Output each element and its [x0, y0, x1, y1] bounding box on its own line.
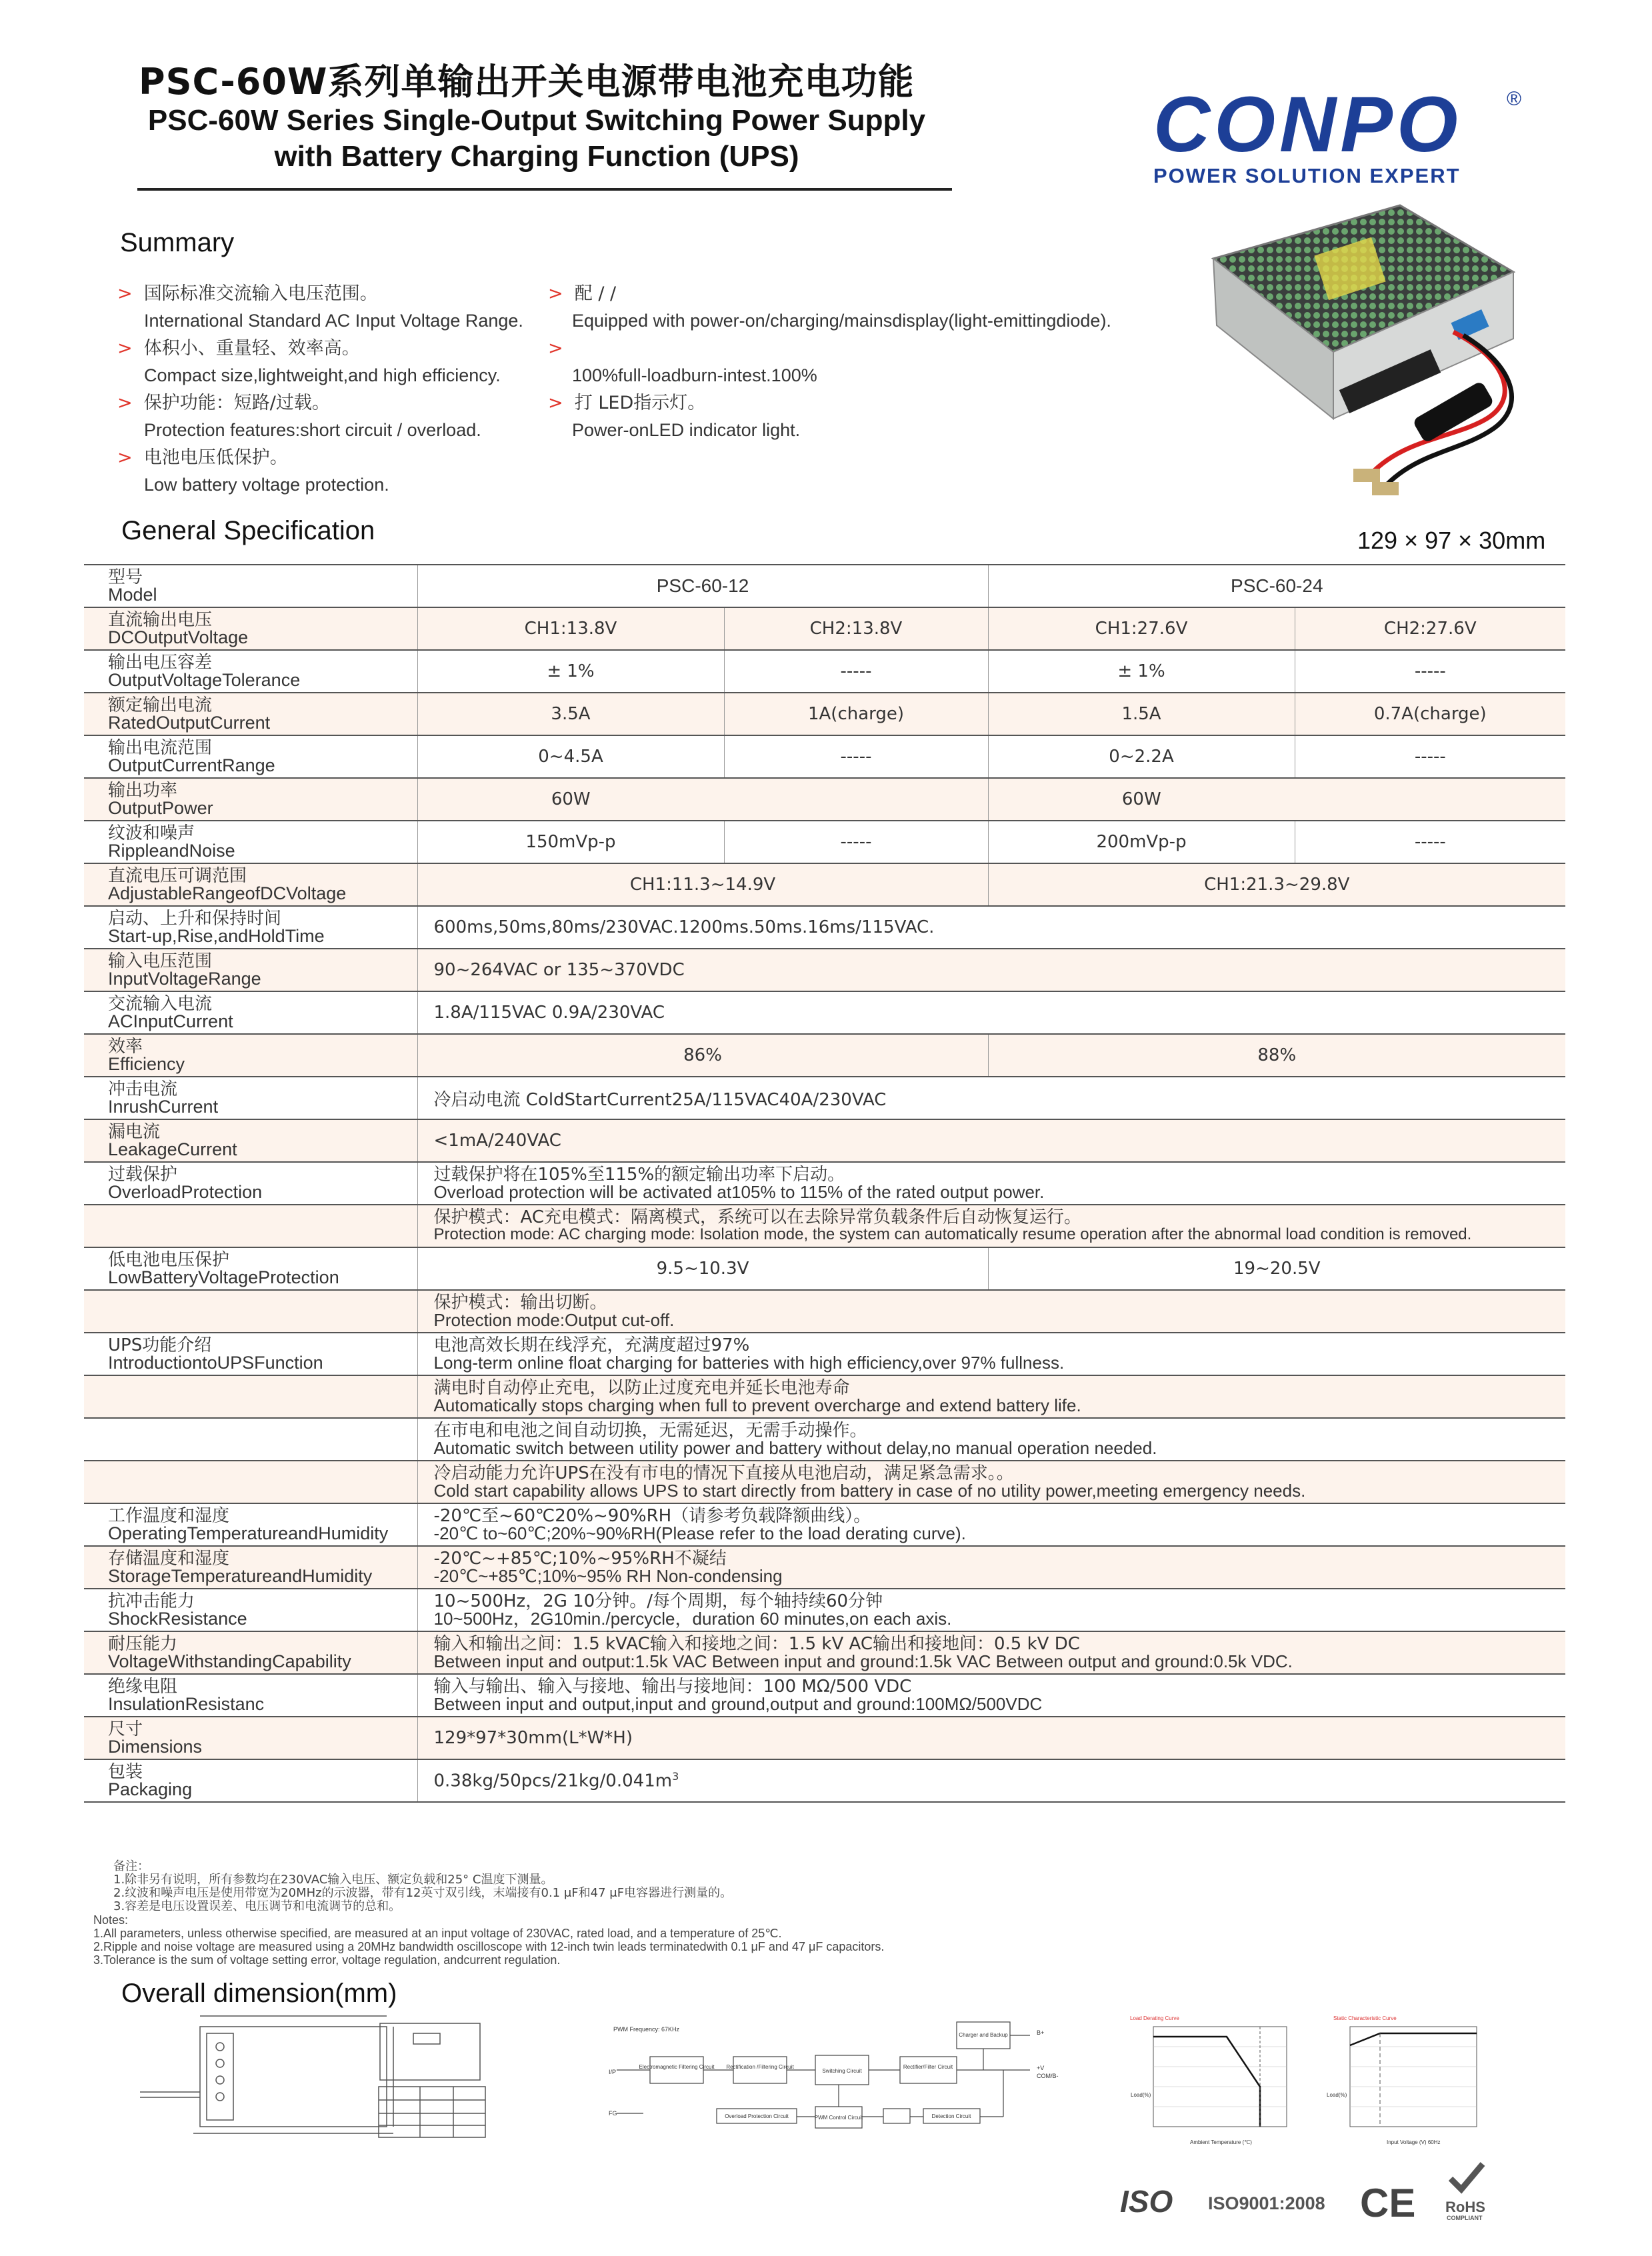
- derating-line: [1153, 2037, 1260, 2127]
- table-row: 在市电和电池之间自动切换，无需延迟，无需手动操作。 Automatic switch between utility power and battery without delay,no manual operation needed.: [84, 1418, 1565, 1461]
- svg-text:I/P: I/P: [609, 2069, 617, 2075]
- iso-standard: ISO9001:2008: [1208, 2193, 1325, 2213]
- table-row: 存储温度和湿度 StorageTemperatureandHumidity -20℃~+85℃;10%~95%RH不凝结 -20℃~+85℃;10%~95% RH Non-condensing: [84, 1546, 1565, 1589]
- derating-curve-title: Load Derating Curve: [1130, 2015, 1179, 2021]
- table-row: 额定输出电流 RatedOutputCurrent 3.5A 1A(charge) 1.5A 0.7A(charge): [84, 693, 1565, 735]
- list-item: Low battery voltage protection.: [144, 475, 389, 495]
- svg-text:Rectification /Filtering Circu: Rectification /Filtering Circuit: [726, 2064, 794, 2070]
- table-row: 冷启动能力允许UPS在没有市电的情况下直接从电池启动，满足紧急需求。。 Cold start capability allows UPS to start directly from battery in case of no utility power,meeting emergency needs.: [84, 1461, 1565, 1503]
- static-curve-title: Static Characteristic Curve: [1333, 2015, 1397, 2021]
- table-row: 耐压能力 VoltageWithstandingCapability 输入和输出之间：1.5 kVAC输入和接地之间：1.5 kV AC输出和接地间：0.5 kV DC Between input and output:1.5k VAC Between input and ground:1.5k VAC Between output and ground:0.5k VDC.: [84, 1631, 1565, 1674]
- table-row: 输入电压范围 InputVoltageRange 90~264VAC or 135~370VDC: [84, 949, 1565, 991]
- table-row: 低电池电压保护 LowBatteryVoltageProtection 9.5~10.3V 19~20.5V: [84, 1247, 1565, 1290]
- iso-logo: ISO: [1120, 2184, 1173, 2219]
- spec-heading: General Specification: [121, 516, 375, 545]
- table-row: 冲击电流 InrushCurrent 冷启动电流 ColdStartCurrent25A/115VAC40A/230VAC: [84, 1077, 1565, 1119]
- list-item: Power-onLED indicator light.: [572, 420, 801, 440]
- list-item: >: [548, 338, 563, 359]
- svg-text:Switching Circuit: Switching Circuit: [822, 2068, 862, 2074]
- conpo-logo: [1153, 81, 1527, 187]
- table-row: 输出功率 OutputPower 60W 60W: [84, 778, 1565, 821]
- logo-wordmark: CONPO: [1153, 81, 1462, 169]
- notes-block: 备注： 1.除非另有说明，所有参数均在230VAC输入电压、额定负载和25° C温度下测量。 2.纹波和噪声电压是使用带宽为20MHz的示波器，带有12英寸双引线，末端接有0.1 μF和47 μF电容器进行测量的。 3.容差是电压设置误差、电压调节和电流调节的总和。 Notes: 1.All parameters, unless otherwise specified, are measured at an input voltage of 230VAC, rated load, and a temperature of 25℃. 2.Ripple and noise voltage are measured using a 20MHz bandwidth oscilloscope with 12-inch twin leads terminatedwith 0.1 μF and 47 μF capacitors. 3.Tolerance is the sum of voltage setting error, voltage regulation, andcurrent regulation.: [93, 1859, 885, 1967]
- svg-text:Input Voltage (V) 60Hz: Input Voltage (V) 60Hz: [1387, 2139, 1441, 2145]
- rectification-block: [733, 2057, 787, 2083]
- title-english-line2: with Battery Charging Function (UPS): [274, 140, 799, 173]
- svg-text:COM/B-: COM/B-: [1037, 2073, 1059, 2079]
- table-row: 输出电流范围 OutputCurrentRange 0~4.5A ----- 0~2.2A -----: [84, 735, 1565, 778]
- svg-text:FG: FG: [609, 2110, 617, 2117]
- table-row: 过载保护 OverloadProtection 过载保护将在105%至115%的额定输出功率下启动。 Overload protection will be activated at105% to 115% of the rated output power.: [84, 1162, 1565, 1205]
- list-item: > 配 / /: [548, 283, 617, 304]
- list-item: Compact size,lightweight,and high efficiency.: [144, 365, 501, 385]
- rohs-mark: RoHS: [1445, 2199, 1485, 2215]
- table-row: 包装 Packaging $0.38kg/50pcs/21kg/0.041m^3$: [84, 1759, 1565, 1802]
- list-item: Equipped with power-on/charging/mainsdisplay(light-emittingdiode).: [572, 311, 1111, 331]
- table-row: 直流电压可调范围 AdjustableRangeofDCVoltage CH1:11.3~14.9V CH1:21.3~29.8V: [84, 863, 1565, 906]
- list-item: > 保护功能：短路/过载。: [117, 393, 330, 413]
- svg-text:Overload Protection Circuit: Overload Protection Circuit: [725, 2113, 789, 2119]
- summary-left-list: [117, 280, 523, 499]
- rectifier-filter-block: [900, 2057, 957, 2083]
- optocoupler-block: [883, 2109, 910, 2123]
- title-english-line1: PSC-60W Series Single-Output Switching Power Supply: [147, 104, 926, 137]
- table-row: 型号 Model PSC-60-12 PSC-60-24: [84, 565, 1565, 607]
- logo-tagline: POWER SOLUTION EXPERT: [1153, 164, 1461, 187]
- table-row: 保护模式：AC充电模式：隔离模式，系统可以在去除异常负载条件后自动恢复运行。 Protection mode: AC charging mode: Isolation mode, the system can automatically resume operation after the abnormal load condition is removed.: [84, 1205, 1565, 1247]
- svg-text:Load(%): Load(%): [1131, 2092, 1151, 2098]
- list-item: > 国际标准交流输入电压范围。: [117, 283, 378, 304]
- table-row: 纹波和噪声 RippleandNoise 150mVp-p ----- 200mVp-p -----: [84, 821, 1565, 863]
- table-row: 绝缘电阻 InsulationResistanc 输入与输出、输入与接地、输出与接地间：100 MΩ/500 VDC Between input and output,input and ground,output and ground:100MΩ/500VDC: [84, 1674, 1565, 1717]
- spec-table: [84, 564, 1565, 1803]
- table-row: 启动、上升和保持时间 Start-up,Rise,andHoldTime 600ms,50ms,80ms/230VAC.1200ms.50ms.16ms/115VAC.: [84, 906, 1565, 949]
- svg-text:PWM Control Circuit: PWM Control Circuit: [814, 2115, 863, 2121]
- product-dimensions: 129 × 97 × 30mm: [1357, 527, 1546, 554]
- table-row: 直流输出电压 DCOutputVoltage CH1:13.8V CH2:13.8V CH1:27.6V CH2:27.6V: [84, 607, 1565, 650]
- svg-text:Ambient Temperature (℃): Ambient Temperature (℃): [1190, 2139, 1252, 2145]
- emi-filter-block: [650, 2057, 703, 2083]
- registered-mark: ®: [1507, 88, 1522, 110]
- table-row: UPS功能介绍 IntroductiontoUPSFunction 电池高效长期在线浮充，充满度超过97% Long-term online float charging for batteries with high efficiency,over 97% fullness.: [84, 1333, 1565, 1375]
- checkmark-icon: [1447, 2160, 1487, 2195]
- svg-text:Charger and Backup: Charger and Backup: [959, 2032, 1008, 2038]
- svg-text:Detection Circuit: Detection Circuit: [931, 2113, 971, 2119]
- title-chinese: PSC-60W系列单输出开关电源带电池充电功能: [139, 61, 915, 103]
- table-row: 保护模式：输出切断。 Protection mode:Output cut-off.: [84, 1290, 1565, 1333]
- list-item: > 打 LED指示灯。: [548, 393, 706, 413]
- table-row: 交流输入电流 ACInputCurrent 1.8A/115VAC 0.9A/230VAC: [84, 991, 1565, 1034]
- table-row: 效率 Efficiency 86% 88%: [84, 1034, 1565, 1077]
- table-row: 满电时自动停止充电，以防止过度充电并延长电池寿命 Automatically stops charging when full to prevent overcharge and extend battery life.: [84, 1375, 1565, 1418]
- rohs-compliant: COMPLIANT: [1447, 2215, 1483, 2221]
- svg-text:Rectifier/Filter Circuit: Rectifier/Filter Circuit: [903, 2064, 953, 2070]
- svg-text:Electromagnetic Filtering Circ: Electromagnetic Filtering Circuit: [639, 2064, 715, 2070]
- product-photo: [1200, 199, 1547, 512]
- block-diagram: [603, 2017, 1083, 2143]
- dimension-heading: Overall dimension(mm): [121, 1979, 397, 2008]
- pwm-frequency-label: PWM Frequency: 67KHz: [613, 2026, 680, 2033]
- table-row: 输出电压容差 OutputVoltageTolerance ± 1% ----- ± 1% -----: [84, 650, 1565, 693]
- table-row: 漏电流 LeakageCurrent <1mA/240VAC: [84, 1119, 1565, 1162]
- summary-heading: Summary: [120, 228, 235, 257]
- static-line: [1350, 2033, 1477, 2045]
- svg-text:Load(%): Load(%): [1327, 2092, 1347, 2098]
- svg-text:B+: B+: [1037, 2029, 1045, 2036]
- table-row: 抗冲击能力 ShockResistance 10~500Hz，2G 10分钟。/每个周期，每个轴持续60分钟 10~500Hz，2G10min./percycle，duration 60 minutes,on each axis.: [84, 1589, 1565, 1631]
- title-rule: [137, 188, 952, 191]
- table-row: 工作温度和湿度 OperatingTemperatureandHumidity -20℃至~60℃20%~90%RH（请参考负载降额曲线）。 -20℃ to~60℃;20%~90%RH(Please refer to the load derating curve).: [84, 1503, 1565, 1546]
- list-item: International Standard AC Input Voltage Range.: [144, 311, 523, 331]
- svg-text:+V: +V: [1037, 2065, 1045, 2071]
- list-item: Protection features:short circuit / overload.: [144, 420, 481, 440]
- table-row: 尺寸 Dimensions 129*97*30mm(L*W*H): [84, 1717, 1565, 1759]
- list-item: > 电池电压低保护。: [117, 447, 288, 468]
- derating-curves: [1127, 2013, 1480, 2147]
- list-item: > 体积小、重量轻、效率高。: [117, 338, 360, 359]
- mechanical-drawing: [100, 2007, 553, 2140]
- summary-right-list: [548, 280, 1111, 444]
- ce-mark: CE: [1360, 2181, 1416, 2225]
- list-item: 100%full-loadburn-intest.100%: [572, 365, 817, 385]
